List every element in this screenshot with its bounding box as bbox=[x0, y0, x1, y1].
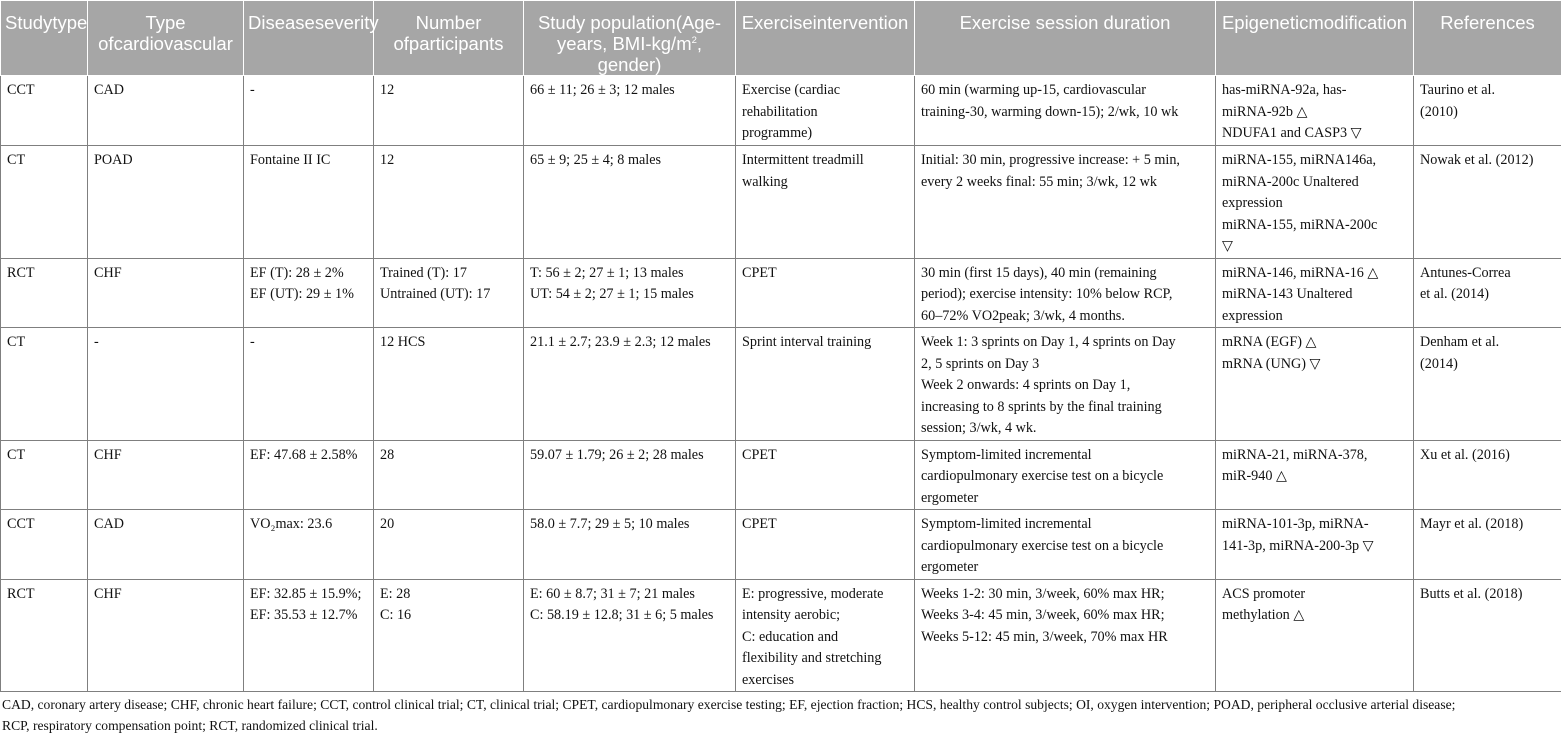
cell-study-type: RCT bbox=[1, 579, 88, 692]
table-row bbox=[1, 440, 1561, 510]
cell-disease-severity: VO₂max: 23.6 bbox=[244, 510, 374, 580]
cell-epigenetic-modification: mRNA (EGF) △ mRNA (UNG) ▽ bbox=[1216, 328, 1414, 441]
cell-study-type: CT bbox=[1, 146, 88, 259]
cell-study-type: CT bbox=[1, 440, 88, 510]
cell-references: Antunes-Correa et al. (2014) bbox=[1414, 258, 1561, 328]
cell-exercise-intervention: Intermittent treadmill walking bbox=[736, 146, 915, 259]
cell-epigenetic-modification: miRNA-101-3p, miRNA- 141-3p, miRNA-200-3p ▽ bbox=[1216, 510, 1414, 580]
cell-exercise-intervention: Sprint interval training bbox=[736, 328, 915, 441]
table-row bbox=[1, 328, 1561, 441]
cell-epigenetic-modification: has-miRNA-92a, has- miRNA-92b △ NDUFA1 and CASP3 ▽ bbox=[1216, 76, 1414, 146]
cell-participants: E: 28 C: 16 bbox=[374, 579, 524, 692]
header-exercise-intervention: Exerciseintervention bbox=[736, 1, 915, 76]
cell-epigenetic-modification: miRNA-21, miRNA-378, miR-940 △ bbox=[1216, 440, 1414, 510]
cell-exercise-intervention: CPET bbox=[736, 258, 915, 328]
cell-exercise-intervention: E: progressive, moderate intensity aerobic; C: education and flexibility and stretching exercises bbox=[736, 579, 915, 692]
table-row bbox=[1, 510, 1561, 580]
cell-participants: 12 HCS bbox=[374, 328, 524, 441]
table-footnote bbox=[2, 694, 1558, 736]
cell-references: Butts et al. (2018) bbox=[1414, 579, 1561, 692]
table-row bbox=[1, 76, 1561, 146]
cell-disease-severity: EF: 47.68 ± 2.58% bbox=[244, 440, 374, 510]
table-row bbox=[1, 579, 1561, 692]
cell-study-population: 21.1 ± 2.7; 23.9 ± 2.3; 12 males bbox=[524, 328, 736, 441]
cell-session-duration: Symptom-limited incremental cardiopulmonary exercise test on a bicycle ergometer bbox=[915, 510, 1216, 580]
cell-disease-severity: EF (T): 28 ± 2% EF (UT): 29 ± 1% bbox=[244, 258, 374, 328]
cell-disease-severity: - bbox=[244, 76, 374, 146]
cell-references: Denham et al. (2014) bbox=[1414, 328, 1561, 441]
cell-participants: 12 bbox=[374, 76, 524, 146]
cell-participants: 12 bbox=[374, 146, 524, 259]
header-cardiovascular-type: Type ofcardiovascular bbox=[88, 1, 244, 76]
header-session-duration: Exercise session duration bbox=[915, 1, 1216, 76]
cell-study-type: CCT bbox=[1, 510, 88, 580]
cell-session-duration: Symptom-limited incremental cardiopulmonary exercise test on a bicycle ergometer bbox=[915, 440, 1216, 510]
cell-session-duration: Initial: 30 min, progressive increase: + 5 min, every 2 weeks final: 55 min; 3/wk, 12 wk bbox=[915, 146, 1216, 259]
table-body bbox=[1, 76, 1561, 692]
cell-references: Mayr et al. (2018) bbox=[1414, 510, 1561, 580]
cell-study-population: 65 ± 9; 25 ± 4; 8 males bbox=[524, 146, 736, 259]
header-disease-severity: Diseaseseverity bbox=[244, 1, 374, 76]
cell-references: Taurino et al. (2010) bbox=[1414, 76, 1561, 146]
header-references: References bbox=[1414, 1, 1561, 76]
cell-exercise-intervention: CPET bbox=[736, 440, 915, 510]
cell-epigenetic-modification: ACS promoter methylation △ bbox=[1216, 579, 1414, 692]
table-row bbox=[1, 146, 1561, 259]
cell-references: Nowak et al. (2012) bbox=[1414, 146, 1561, 259]
cell-study-population: 58.0 ± 7.7; 29 ± 5; 10 males bbox=[524, 510, 736, 580]
cell-study-type: CT bbox=[1, 328, 88, 441]
table-row bbox=[1, 258, 1561, 328]
cell-session-duration: Weeks 1-2: 30 min, 3/week, 60% max HR; Weeks 3-4: 45 min, 3/week, 60% max HR; Weeks 5-12: 45 min, 3/week, 70% max HR bbox=[915, 579, 1216, 692]
header-participants: Number ofparticipants bbox=[374, 1, 524, 76]
cell-cardiovascular-type: CHF bbox=[88, 579, 244, 692]
cell-participants: 20 bbox=[374, 510, 524, 580]
header-row bbox=[1, 1, 1561, 76]
header-study-type: Studytype bbox=[1, 1, 88, 76]
cell-session-duration: 60 min (warming up-15, cardiovascular training-30, warming down-15); 2/wk, 10 wk bbox=[915, 76, 1216, 146]
cell-epigenetic-modification: miRNA-155, miRNA146a, miRNA-200c Unaltered expression miRNA-155, miRNA-200c ▽ bbox=[1216, 146, 1414, 259]
cell-study-population: T: 56 ± 2; 27 ± 1; 13 males UT: 54 ± 2; 27 ± 1; 15 males bbox=[524, 258, 736, 328]
cell-session-duration: 30 min (first 15 days), 40 min (remaining period); exercise intensity: 10% below RCP, 60–72% VO2peak; 3/wk, 4 months. bbox=[915, 258, 1216, 328]
cell-references: Xu et al. (2016) bbox=[1414, 440, 1561, 510]
header-epigenetic-modification: Epigeneticmodification bbox=[1216, 1, 1414, 76]
cell-cardiovascular-type: CAD bbox=[88, 510, 244, 580]
cell-cardiovascular-type: CHF bbox=[88, 440, 244, 510]
cell-session-duration: Week 1: 3 sprints on Day 1, 4 sprints on Day 2, 5 sprints on Day 3 Week 2 onwards: 4 sprints on Day 1, increasing to 8 sprints by the final training session; 3/wk, 4 wk. bbox=[915, 328, 1216, 441]
cell-study-population: 66 ± 11; 26 ± 3; 12 males bbox=[524, 76, 736, 146]
cell-disease-severity: EF: 32.85 ± 15.9%; EF: 35.53 ± 12.7% bbox=[244, 579, 374, 692]
cell-epigenetic-modification: miRNA-146, miRNA-16 △ miRNA-143 Unaltered expression bbox=[1216, 258, 1414, 328]
cell-disease-severity: Fontaine II IC bbox=[244, 146, 374, 259]
cell-cardiovascular-type: CAD bbox=[88, 76, 244, 146]
cell-study-population: 59.07 ± 1.79; 26 ± 2; 28 males bbox=[524, 440, 736, 510]
cell-exercise-intervention: CPET bbox=[736, 510, 915, 580]
footnote-line: RCP, respiratory compensation point; RCT, randomized clinical trial. bbox=[2, 715, 1558, 736]
cell-cardiovascular-type: POAD bbox=[88, 146, 244, 259]
cell-study-population: E: 60 ± 8.7; 31 ± 7; 21 males C: 58.19 ± 12.8; 31 ± 6; 5 males bbox=[524, 579, 736, 692]
footnote-line: CAD, coronary artery disease; CHF, chronic heart failure; CCT, control clinical trial; CT, clinical trial; CPET, cardiopulmonary exercise testing; EF, ejection fraction; HCS, healthy control subjects; OI, oxygen intervention; POAD, peripheral occlusive arterial disease; bbox=[2, 694, 1558, 715]
header-study-population: Study population(Age-years, BMI-$kg/m^2$, gender) bbox=[524, 1, 736, 76]
cell-disease-severity: - bbox=[244, 328, 374, 441]
cell-cardiovascular-type: CHF bbox=[88, 258, 244, 328]
cell-study-type: CCT bbox=[1, 76, 88, 146]
cell-cardiovascular-type: - bbox=[88, 328, 244, 441]
cell-participants: Trained (T): 17 Untrained (UT): 17 bbox=[374, 258, 524, 328]
cell-study-type: RCT bbox=[1, 258, 88, 328]
cell-participants: 28 bbox=[374, 440, 524, 510]
cell-exercise-intervention: Exercise (cardiac rehabilitation programme) bbox=[736, 76, 915, 146]
